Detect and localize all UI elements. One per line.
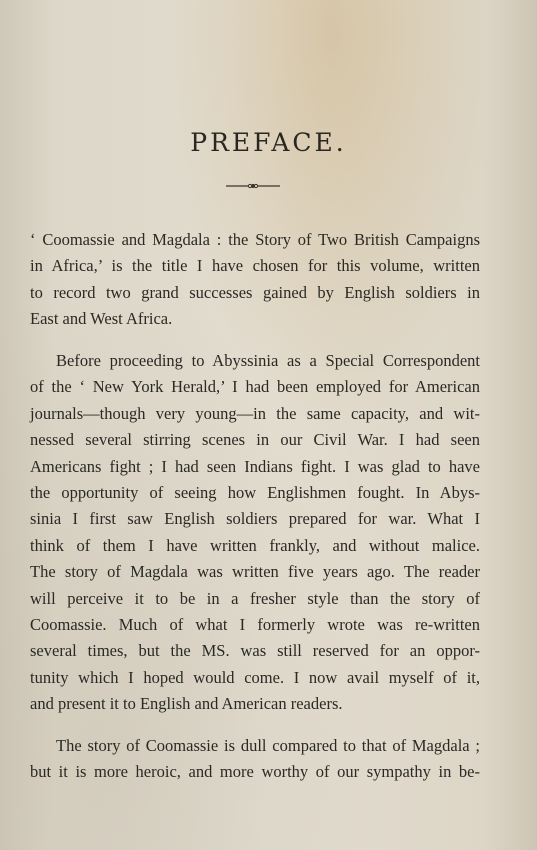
paragraph-line: of the ‘ New York Herald,’ I had been employed for American xyxy=(30,377,480,397)
paragraph-line: to record two grand successes gained by English soldiers in xyxy=(30,282,480,302)
paragraph-line: The story of Coomassie is dull compared to that of Magdala ; xyxy=(56,736,480,755)
paragraph-line: sinia I first saw English soldiers prepared for war. What I xyxy=(30,509,480,529)
paragraph-line: and present it to English and American readers. xyxy=(30,694,343,714)
paragraph-line: Before proceeding to Abyssinia as a Special Correspondent xyxy=(56,351,480,370)
paragraph-line: several times, but the MS. was still reserved for an oppor- xyxy=(30,641,480,661)
paragraph-line: nessed several stirring scenes in our Civil War. I had seen xyxy=(30,430,480,450)
paragraph-line: East and West Africa. xyxy=(30,309,173,329)
paragraph-line: the opportunity of seeing how Englishmen fought. In Abys- xyxy=(30,483,480,503)
paragraph-1 xyxy=(30,227,480,333)
paragraph-line: ‘ Coomassie and Magdala : the Story of Two British Campaigns xyxy=(30,230,480,249)
page-title: PREFACE. xyxy=(190,128,347,157)
paragraph-line: will perceive it to be in a fresher style than the story of xyxy=(30,588,480,608)
paragraph-line: tunity which I hoped would come. I now avail myself of it, xyxy=(30,667,480,687)
paragraph-line: journals—though very young—in the same capacity, and wit- xyxy=(30,403,480,423)
paragraph-line: Coomassie. Much of what I formerly wrote was re-written xyxy=(30,615,480,635)
paragraph-line: Americans fight ; I had seen Indians fight. I was glad to have xyxy=(30,456,480,476)
paragraph-2 xyxy=(30,348,480,718)
paragraph-line: think of them I have written frankly, and without malice. xyxy=(30,535,480,555)
paragraph-line: in Africa,’ is the title I have chosen for this volume, written xyxy=(30,256,480,276)
paragraph-3 xyxy=(30,733,480,786)
paragraph-line: but it is more heroic, and more worthy of our sympathy in be- xyxy=(30,762,480,782)
paragraph-line: The story of Magdala was written five years ago. The reader xyxy=(30,562,480,582)
ornament-divider xyxy=(226,180,280,192)
